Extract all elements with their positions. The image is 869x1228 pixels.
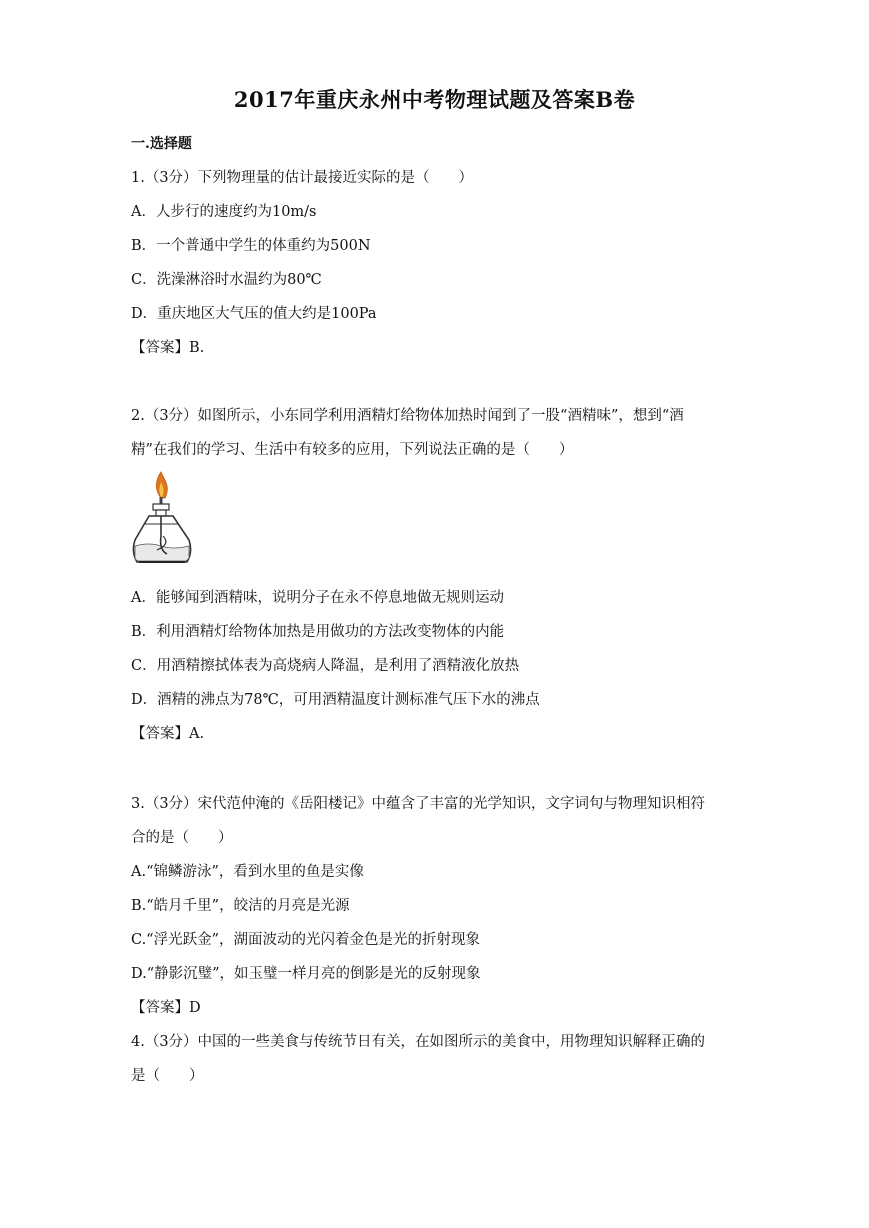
question-2-option-c: C．用酒精擦拭体表为高烧病人降温，是利用了酒精液化放热 (131, 658, 520, 674)
question-2-stem-line-1: 2.（3分）如图所示，小东同学利用酒精灯给物体加热时闻到了一股“酒精味”，想到“酒 (131, 408, 684, 424)
question-2-option-d: D．酒精的沸点为78℃，可用酒精温度计测标准气压下水的沸点 (131, 692, 540, 708)
question-1-option-b: B．一个普通中学生的体重约为500N (131, 238, 371, 254)
question-2-option-b: B．利用酒精灯给物体加热是用做功的方法改变物体的内能 (131, 624, 505, 640)
question-1-option-d: D．重庆地区大气压的值大约是100Pa (131, 306, 377, 322)
question-3-stem-line-1: 3.（3分）宋代范仲淹的《岳阳楼记》中蕴含了丰富的光学知识，文字词句与物理知识相符 (131, 796, 706, 812)
question-1-stem: 1.（3分）下列物理量的估计最接近实际的是（ ） (131, 170, 474, 186)
question-2-answer: 【答案】A. (131, 726, 205, 742)
question-2-option-a: A．能够闻到酒精味，说明分子在永不停息地做无规则运动 (131, 590, 504, 606)
question-4-stem-line-2: 是（ ） (131, 1068, 204, 1084)
question-1-option-c: C．洗澡淋浴时水温约为80℃ (131, 272, 322, 288)
alcohol-lamp-icon (131, 470, 207, 570)
question-3-answer: 【答案】D (131, 1000, 201, 1016)
question-1-answer: 【答案】B. (131, 340, 205, 356)
document-title: 2017年重庆永州中考物理试题及答案B卷 (233, 87, 636, 112)
question-3-option-a: A.“锦鳞游泳”，看到水里的鱼是实像 (131, 864, 364, 880)
question-3-option-d: D.“静影沉璧”，如玉璧一样月亮的倒影是光的反射现象 (131, 966, 481, 982)
question-3-stem-line-2: 合的是（ ） (131, 830, 233, 846)
question-1-option-a: A．人步行的速度约为10m/s (131, 204, 317, 220)
question-3-option-b: B.“皓月千里”，皎洁的月亮是光源 (131, 898, 350, 914)
question-3-option-c: C.“浮光跃金”，湖面波动的光闪着金色是光的折射现象 (131, 932, 481, 948)
question-4-stem-line-1: 4.（3分）中国的一些美食与传统节日有关，在如图所示的美食中，用物理知识解释正确的 (131, 1034, 706, 1050)
section-heading: 一.选择题 (131, 136, 192, 152)
question-2-stem-line-2: 精”在我们的学习、生活中有较多的应用，下列说法正确的是（ ） (131, 442, 574, 458)
